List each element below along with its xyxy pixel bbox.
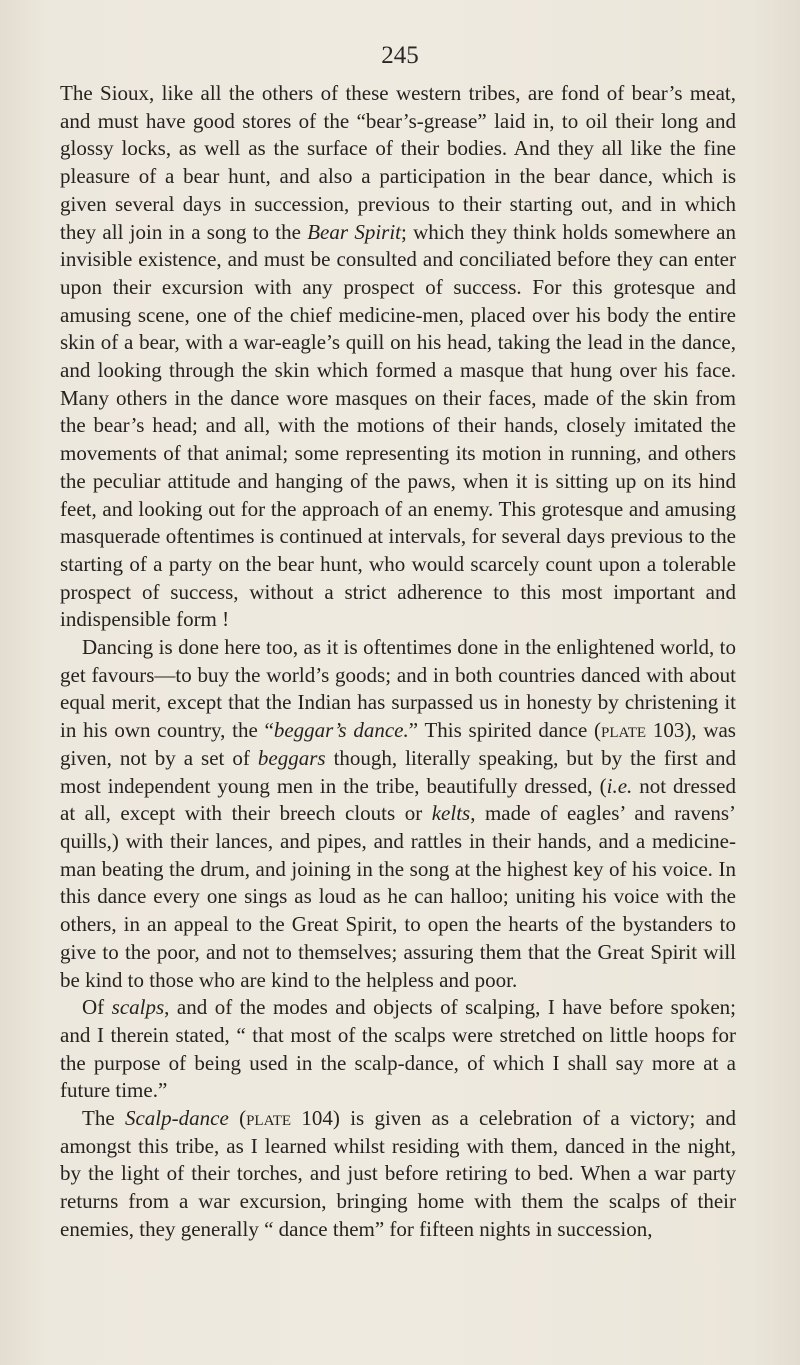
paragraph-scalp-dance (60, 1105, 736, 1244)
text-segment: ” This spirited dance ( (408, 718, 602, 743)
italic-text: Scalp-dance (124, 1106, 229, 1131)
text-segment: not dressed at all, except with their breech clouts or (60, 773, 736, 826)
text-segment: though, literally speaking, but by the first and most independent young men in the tribe, beautifully dressed, ( (60, 745, 736, 798)
paragraph-bear-dance (60, 80, 736, 634)
text-segment: The (82, 1106, 125, 1131)
text-segment: , and of the modes and objects of scalping, I have before spoken; and I therein stated, “ that most of the scalps were stretched on little hoops for the purpose of being used in the scalp-dance, of which I shall say more at a future time.” (60, 995, 736, 1103)
text-segment: The Sioux, like all the others of these western tribes, are fond of bear’s meat, and must have good stores of the “bear’s-grease” laid in, to oil their long and glossy locks, as well as the surface of their bodies. And they all like the fine pleasure of a bear hunt, and also a participation in the bear dance, which is given several days in succession, previous to their starting out, and in which they all join in a song to the (60, 81, 736, 244)
small-caps-text: plate (246, 1106, 292, 1131)
text-segment: Dancing is done here too, as it is oftentimes done in the enlightened world, to get favours—to buy the world’s goods; and in both countries danced with about equal merit, except that the Indian has surpassed us in honesty by christening it in his own country, the “ (60, 635, 736, 743)
italic-text: kelts (431, 801, 471, 826)
text-segment: , made of eagles’ and ravens’ quills,) with their lances, and pipes, and rattles in their hands, and a medicine-man beating the drum, and joining in the song at the highest key of his voice. In this dance every one sings as loud as he can halloo; uniting his voice with the others, in an appeal to the Great Spirit, to open the hearts of the bystanders to give to the poor, and not to themselves; assuring them that the Great Spirit will be kind to those who are kind to the helpless and poor. (60, 801, 737, 992)
text-segment: ; which they think holds somewhere an invisible existence, and must be consulted and conciliated before they can enter upon their excursion with any prospect of success. For this grotesque and amusing scene, one of the chief medicine-men, placed over his body the entire skin of a bear, with a war-eagle’s quill on his head, taking the lead in the dance, and looking through the skin which formed a masque that hung over his face. Many others in the dance wore masques on their faces, made of the skin from the bear’s head; and all, with the motions of their hands, closely imitated the movements of that animal; some representing its motion in running, and others the peculiar attitude and hanging of the paws, when it is sitting up on its hind feet, and looking out for the approach of an enemy. This grotesque and amusing masquerade oftentimes is continued at intervals, for several days previous to the starting of a party on the bear hunt, who would scarcely count upon a tolerable prospect of success, without a strict adherence to this most important and indispensible form ! (60, 219, 737, 632)
text-segment: 103), was given, not by a set of (60, 718, 736, 770)
italic-text: scalps (111, 995, 165, 1020)
text-segment: 104) is given as a celebration of a victory; and amongst this tribe, as I learned whilst residing with them, danced in the night, by the light of their torches, and just before retiring to bed. When a war party returns from a war excursion, bringing home with them the scalps of their enemies, they generally “ dance them” for fifteen nights in succession, (60, 1106, 736, 1241)
paragraph-scalps (60, 994, 736, 1105)
italic-text: Bear Spirit (307, 219, 401, 244)
text-segment: Of (82, 995, 112, 1020)
italic-text: i.e. (606, 773, 633, 798)
italic-text: beggars (257, 745, 326, 770)
body-text (60, 80, 736, 1244)
small-caps-text: plate (601, 718, 647, 743)
paragraph-beggars-dance (60, 634, 736, 994)
page-number: 245 (381, 42, 419, 69)
italic-text: beggar’s dance. (273, 718, 409, 743)
text-segment: ( (228, 1106, 247, 1131)
